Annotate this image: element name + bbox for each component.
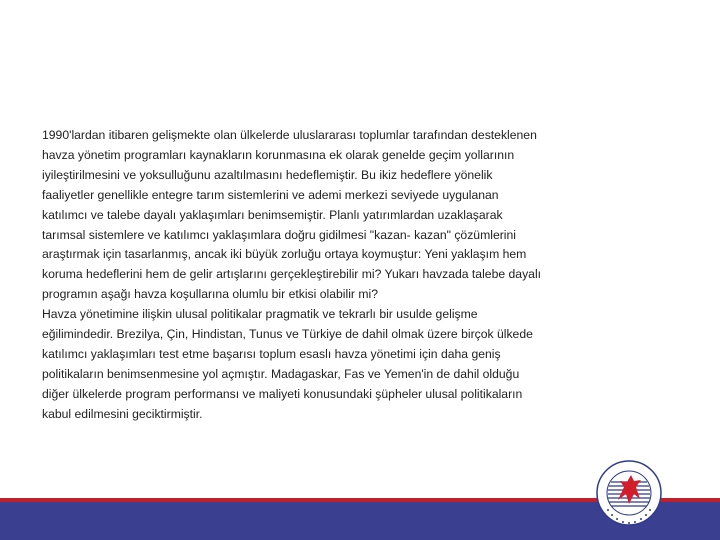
text-line: programın aşağı havza koşullarına olumlu bir etkisi olabilir mi? xyxy=(42,287,378,302)
text-line: diğer ülkelerde program performansı ve maliyeti konusundaki şüpheler ulusal politikaların xyxy=(42,386,523,401)
university-seal-icon xyxy=(596,460,662,526)
text-line: faaliyetler genellikle entegre tarım sistemlerini ve ademi merkezi seviyede uygulanan xyxy=(42,187,499,202)
text-line: araştırmak için tasarlanmış, ancak iki büyük zorluğu ortaya koymuştur: Yeni yaklaşım hem xyxy=(42,247,527,262)
text-line: Havza yönetimine ilişkin ulusal politikalar pragmatik ve tekrarlı bir usulde gelişme xyxy=(42,307,478,322)
text-line: 1990'lardan itibaren gelişmekte olan ülkelerde uluslararası toplumlar tarafından desteklenen xyxy=(42,128,537,142)
text-line: kabul edilmesini geciktirmiştir. xyxy=(42,406,203,421)
text-line: iyileştirilmesini ve yoksulluğunu azaltılmasını hedeflemiştir. Bu ikiz hedeflere yönelik xyxy=(42,167,493,182)
text-line: eğilimindedir. Brezilya, Çin, Hindistan, Tunus ve Türkiye de dahil olmak üzere birçok ülkede xyxy=(42,327,533,342)
text-line: tarımsal sistemlere ve katılımcı yaklaşımlara doğru gidilmesi "kazan- kazan" çözümlerini xyxy=(42,227,516,242)
text-line: katılımcı yaklaşımları test etme başarısı toplum esaslı havza yönetimi için daha geniş xyxy=(42,346,501,361)
text-line: katılımcı ve talebe dayalı yaklaşımları benimsemiştir. Planlı yatırımlardan uzaklaşarak xyxy=(42,207,503,222)
body-text xyxy=(42,126,642,425)
text-line: politikaların benimsenmesine yol açmıştır. Madagaskar, Fas ve Yemen'in de dahil olduğu xyxy=(42,366,520,381)
text-line: koruma hedeflerini hem de gelir artışlarını gerçekleştirebilir mi? Yukarı havzada talebe dayalı xyxy=(42,267,542,282)
text-line: havza yönetim programları kaynakların korunmasına ek olarak genelde geçim yollarının xyxy=(42,147,515,162)
